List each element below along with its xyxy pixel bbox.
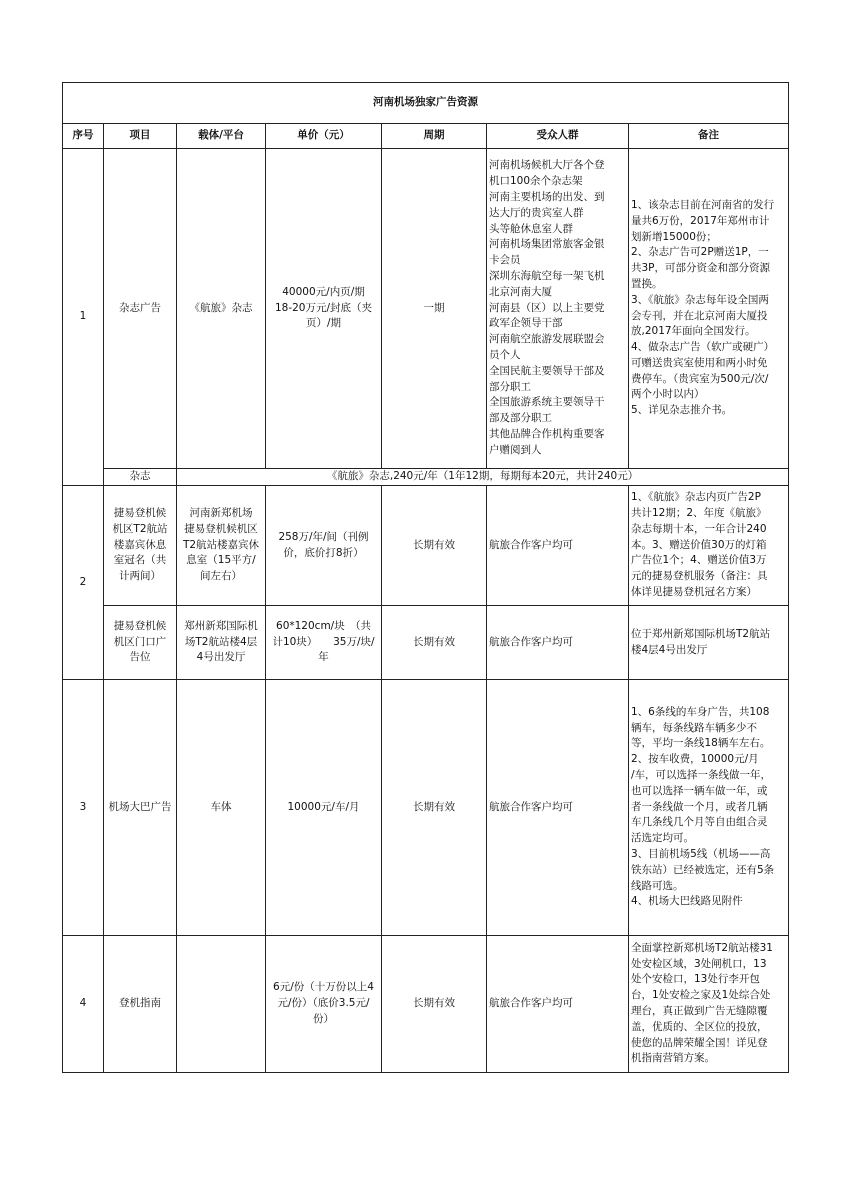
note-line: 1、6条线的车身广告，共108 <box>631 705 770 718</box>
audience-line: 河南机场集团常旅客金银 <box>489 238 605 251</box>
audience-line: 河南机场候机大厅各个登 <box>489 159 605 172</box>
audience-line: 头等舱休息室人群 <box>489 222 573 235</box>
platform-line: 场T2航站楼4层 <box>184 635 258 648</box>
note-line: 处安检区域，3处闸机口，13 <box>631 957 767 970</box>
period-cell: 长期有效 <box>382 486 487 606</box>
note-line: 盖，优质的、全区位的投放， <box>631 1020 768 1033</box>
note-line: 台，1处安检之家及1处综合处 <box>631 989 771 1002</box>
note-line: 3、《航旅》杂志每年设全国两 <box>631 293 769 306</box>
item-line: 计两间） <box>119 570 161 583</box>
price-line: 18-20万元/封底（夹 <box>274 301 373 314</box>
note-line: 会专刊，并在北京河南大厦投 <box>631 309 768 322</box>
platform-cell <box>177 936 266 1073</box>
item-cell <box>104 486 177 606</box>
header-no: 序号 <box>63 124 104 149</box>
audience-line: 河南县（区）以上主要党 <box>489 301 605 314</box>
note-line: 位于郑州新郑国际机场T2航站 <box>631 627 771 640</box>
notes-cell <box>629 149 789 469</box>
table-row <box>63 149 789 469</box>
item-line: 告位 <box>129 651 151 664</box>
audience-line: 部及部分职工 <box>489 412 552 425</box>
audience-line: 机口100余个杂志架 <box>489 175 583 188</box>
note-line: 1、该杂志目前在河南省的发行 <box>631 198 775 211</box>
audience-line: 卡会员 <box>489 254 521 267</box>
note-line: 楼4层4号出发厅 <box>631 643 708 656</box>
platform-line: 郑州新郑国际机 <box>184 619 258 632</box>
note-line: 置换。 <box>631 277 663 290</box>
header-notes: 备注 <box>629 124 789 149</box>
note-line: 使您的品牌荣耀全国！详见登 <box>631 1036 768 1049</box>
notes-cell <box>629 606 789 680</box>
price-line: 年 <box>318 651 329 664</box>
header-audience: 受众人群 <box>487 124 629 149</box>
magazine-subscription-cell: 《航旅》杂志,240元/年（1年12期，每期每本20元，共计240元） <box>177 469 789 486</box>
item-cell <box>104 606 177 680</box>
audience-line: 员个人 <box>489 348 521 361</box>
note-line: /车，可以选择一条线做一年， <box>631 769 772 781</box>
note-line: 5、详见杂志推介书。 <box>631 404 733 417</box>
note-line: 4、机场大巴线路见附件 <box>631 895 743 908</box>
platform-line: T2航站楼嘉宾休 <box>182 538 260 551</box>
item-line: 捷易登机候 <box>113 619 167 632</box>
header-platform: 载体/平台 <box>177 124 266 149</box>
audience-line: 河南主要机场的出发、到 <box>489 191 605 204</box>
note-line: 线路可选。 <box>631 879 684 892</box>
note-line: 放,2017年面向全国发行。 <box>631 325 756 338</box>
audience-line: 政军企领导干部 <box>489 317 563 330</box>
table-title: 河南机场独家广告资源 <box>63 83 789 124</box>
price-cell <box>266 606 382 680</box>
note-line: 活选定均可。 <box>631 832 694 845</box>
audience-line: 深圳东海航空每一架飞机 <box>489 270 605 282</box>
price-line: 份） <box>313 1012 334 1025</box>
audience-line: 全国民航主要领导干部及 <box>489 364 605 377</box>
note-line: 共3P，可部分资金和部分资源 <box>631 262 771 275</box>
platform-cell <box>177 486 266 606</box>
note-line: 划新增15000份； <box>631 230 717 243</box>
price-line: 计10块） 35万/块/ <box>272 635 375 648</box>
item-cell: 杂志广告 <box>104 149 177 469</box>
platform-line: 捷易登机候机区 <box>184 522 258 535</box>
row-number: 3 <box>63 680 104 936</box>
price-line: 40000元/内页/期 <box>282 285 365 298</box>
note-line: 广告位1个；4、赠送价值3万 <box>631 554 767 567</box>
notes-cell <box>629 936 789 1073</box>
note-line: 元的捷易登机服务（备注：具 <box>631 570 768 583</box>
notes-cell <box>629 486 789 606</box>
audience-line: 河南航空旅游发展联盟会 <box>489 333 605 346</box>
platform-line: 河南新郑机场 <box>189 507 253 519</box>
platform-cell <box>177 606 266 680</box>
item-line: 捷易登机候 <box>113 507 167 519</box>
header-period: 周期 <box>382 124 487 149</box>
price-line: 258万/年/间（刊例 <box>278 530 369 543</box>
audience-cell: 航旅合作客户均可 <box>487 936 629 1073</box>
note-line: 辆车，每条线路车辆多少不 <box>631 721 757 734</box>
period-cell: 一期 <box>382 149 487 469</box>
row-number: 2 <box>63 486 104 680</box>
note-line: 等，平均一条线18辆车左右。 <box>631 737 771 750</box>
price-line: 60*120cm/块 （共 <box>276 619 371 632</box>
platform-line: 间左右） <box>200 570 242 583</box>
period-cell: 长期有效 <box>382 936 487 1073</box>
period-cell: 长期有效 <box>382 680 487 936</box>
price-cell <box>266 486 382 606</box>
item-cell: 登机指南 <box>104 936 177 1073</box>
note-line: 处个安检口，13处行李开包 <box>631 973 760 986</box>
price-cell: 10000元/车/月 <box>266 680 382 936</box>
ad-resource-table <box>62 82 789 1073</box>
header-price: 单价（元） <box>266 124 382 149</box>
audience-line: 部分职工 <box>489 380 531 393</box>
price-line: 6元/份（十万份以上4 <box>273 981 374 994</box>
item-line: 机区门口广 <box>113 635 167 648</box>
note-line: 共计12期；2、年度《航旅》 <box>631 507 767 519</box>
note-line: 铁东站）已经被选定，还有5条 <box>631 863 775 876</box>
notes-cell <box>629 680 789 936</box>
price-cell <box>266 149 382 469</box>
item-line: 楼嘉宾休息 <box>113 538 167 551</box>
item-line: 室冠名（共 <box>113 554 167 567</box>
note-line: 可赠送贵宾室使用和两小时免 <box>631 356 768 369</box>
audience-cell: 航旅合作客户均可 <box>487 680 629 936</box>
platform-line: 4号出发厅 <box>196 651 246 664</box>
row-number: 1 <box>63 149 104 486</box>
note-line: 两个小时以内） <box>631 388 705 401</box>
period-cell: 长期有效 <box>382 606 487 680</box>
price-line: 价，底价打8折） <box>283 546 364 559</box>
audience-line: 其他品牌合作机构重要客 <box>489 427 605 440</box>
note-line: 本。3、赠送价值30万的灯箱 <box>631 538 767 551</box>
platform-cell: 《航旅》杂志 <box>177 149 266 469</box>
note-line: 车几条线几个月等自由组合灵 <box>631 816 768 829</box>
price-line: 页）/期 <box>305 317 342 330</box>
audience-cell <box>487 149 629 469</box>
item-line: 机区T2航站 <box>112 522 168 535</box>
note-line: 费停车。（贵宾室为500元/次/ <box>631 372 769 385</box>
note-line: 量共6万份，2017年郑州市计 <box>631 214 770 227</box>
note-line: 杂志每期十本，一年合计240 <box>631 522 767 535</box>
header-item: 项目 <box>104 124 177 149</box>
note-line: 理台，真正做到广告无缝隙覆 <box>631 1005 768 1017</box>
item-cell: 机场大巴广告 <box>104 680 177 936</box>
item-cell: 杂志 <box>104 469 177 486</box>
audience-line: 全国旅游系统主要领导干 <box>489 396 605 409</box>
note-line: 3、目前机场5线（机场——高 <box>631 847 771 860</box>
note-line: 1、《航旅》杂志内页广告2P <box>631 491 761 504</box>
note-line: 2、杂志广告可2P赠送1P，一 <box>631 246 769 259</box>
price-line: 元/份）（底价3.5元/ <box>277 997 370 1010</box>
table-row <box>63 680 789 936</box>
table-row <box>63 936 789 1073</box>
audience-line: 北京河南大厦 <box>489 285 552 298</box>
table-row <box>63 606 789 680</box>
note-line: 体详见捷易登机冠名方案） <box>631 585 757 598</box>
note-line: 也可以选择一辆车做一年，或 <box>631 784 768 797</box>
platform-cell: 车体 <box>177 680 266 936</box>
header-row <box>63 124 789 149</box>
note-line: 4、做杂志广告（软广或硬广） <box>631 341 775 354</box>
price-cell <box>266 936 382 1073</box>
row-number: 4 <box>63 936 104 1073</box>
note-line: 2、按车收费，10000元/月 <box>631 753 759 766</box>
audience-cell: 航旅合作客户均可 <box>487 606 629 680</box>
platform-line: 息室（15平方/ <box>186 554 256 567</box>
table-row <box>63 486 789 606</box>
table-row <box>63 469 789 486</box>
audience-cell: 航旅合作客户均可 <box>487 486 629 606</box>
audience-line: 户赠阅到人 <box>489 443 542 456</box>
note-line: 全面掌控新郑机场T2航站楼31 <box>631 941 773 954</box>
note-line: 机指南营销方案。 <box>631 1052 715 1065</box>
audience-line: 达大厅的贵宾室人群 <box>489 206 584 219</box>
note-line: 者一条线做一个月，或者几辆 <box>631 800 768 813</box>
